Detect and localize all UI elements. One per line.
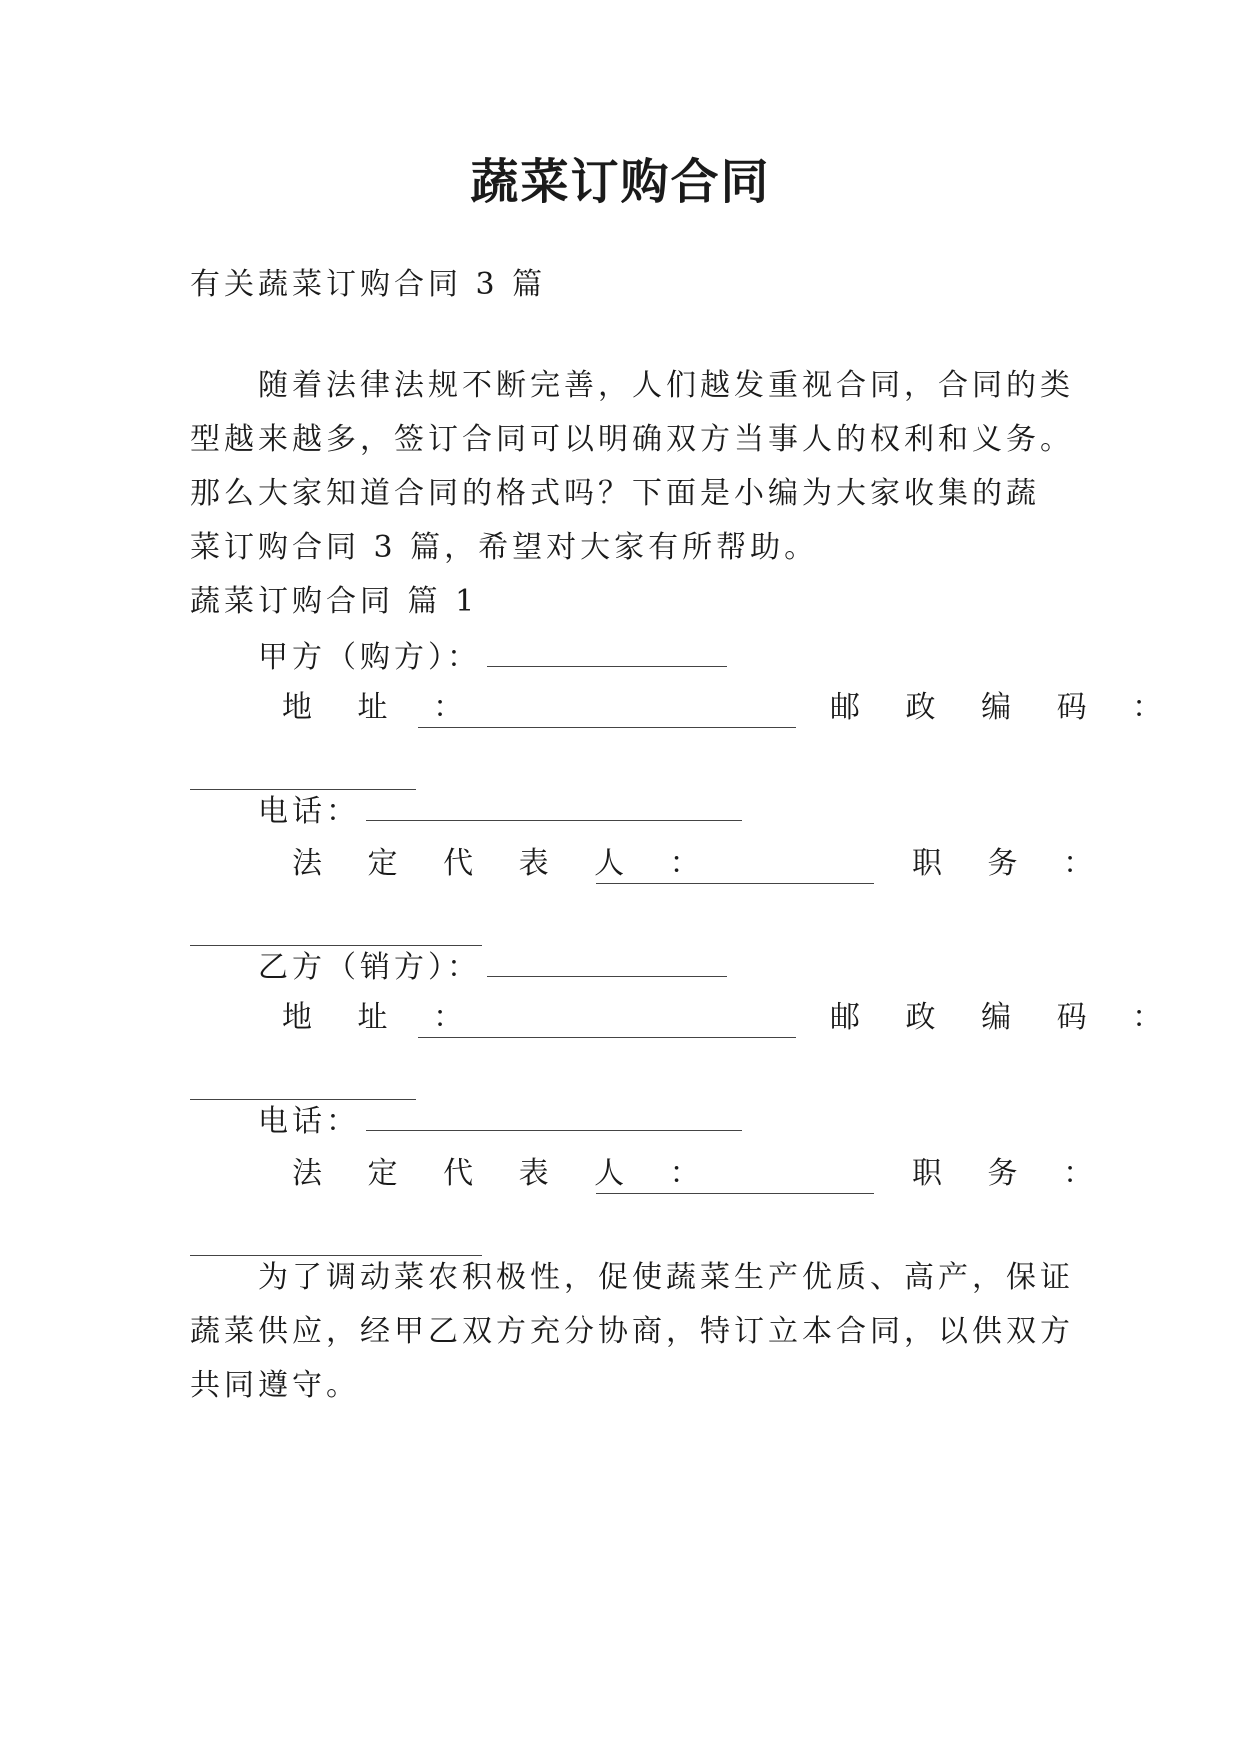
party-a-phone-blank[interactable]	[366, 790, 742, 821]
party-b-line	[258, 946, 727, 988]
section-heading: 蔬菜订购合同 篇 1	[190, 584, 479, 619]
party-b-phone-line	[258, 1100, 742, 1142]
party-a-line	[258, 636, 727, 678]
document-title: 蔬菜订购合同	[470, 154, 771, 210]
party-a-rep-label: 法 定 代 表 人 ：	[292, 846, 718, 881]
party-b-position-label: 职 务 ：	[912, 1156, 1112, 1191]
party-a-position-label: 职 务 ：	[912, 846, 1112, 881]
party-a-address-blank[interactable]	[418, 726, 796, 728]
party-b-rep-blank[interactable]	[596, 1192, 874, 1194]
intro-line-3: 那么大家知道合同的格式吗？下面是小编为大家收集的蔬	[190, 476, 1040, 511]
intro-line-4: 菜订购合同 3 篇，希望对大家有所帮助。	[190, 530, 819, 565]
intro-line-1: 随着法律法规不断完善，人们越发重视合同，合同的类	[258, 368, 1074, 403]
intro-line-2: 型越来越多，签订合同可以明确双方当事人的权利和义务。	[190, 422, 1074, 457]
party-b-address-blank[interactable]	[418, 1036, 796, 1038]
purpose-line-1: 为了调动菜农积极性，促使蔬菜生产优质、高产，保证	[258, 1260, 1074, 1295]
party-a-address-label: 地 址 ：	[282, 690, 482, 725]
party-b-label: 乙方（销方）：	[258, 950, 481, 985]
party-b-position-blank[interactable]	[190, 1254, 482, 1256]
party-b-name-blank[interactable]	[487, 946, 727, 977]
party-a-label: 甲方（购方）：	[258, 640, 481, 675]
party-a-name-blank[interactable]	[487, 636, 727, 667]
party-a-phone-label: 电话：	[258, 794, 360, 829]
purpose-line-2: 蔬菜供应，经甲乙双方充分协商，特订立本合同，以供双方	[190, 1314, 1074, 1349]
party-b-address-label: 地 址 ：	[282, 1000, 482, 1035]
party-b-postcode-label: 邮 政 编 码 ：	[830, 1000, 1181, 1035]
party-b-phone-blank[interactable]	[366, 1100, 742, 1131]
party-a-phone-line	[258, 790, 742, 832]
purpose-line-3: 共同遵守。	[190, 1368, 360, 1403]
party-a-postcode-label: 邮 政 编 码 ：	[830, 690, 1181, 725]
party-b-phone-label: 电话：	[258, 1104, 360, 1139]
party-b-rep-label: 法 定 代 表 人 ：	[292, 1156, 718, 1191]
party-a-rep-blank[interactable]	[596, 882, 874, 884]
document-subtitle: 有关蔬菜订购合同 3 篇	[190, 267, 547, 302]
